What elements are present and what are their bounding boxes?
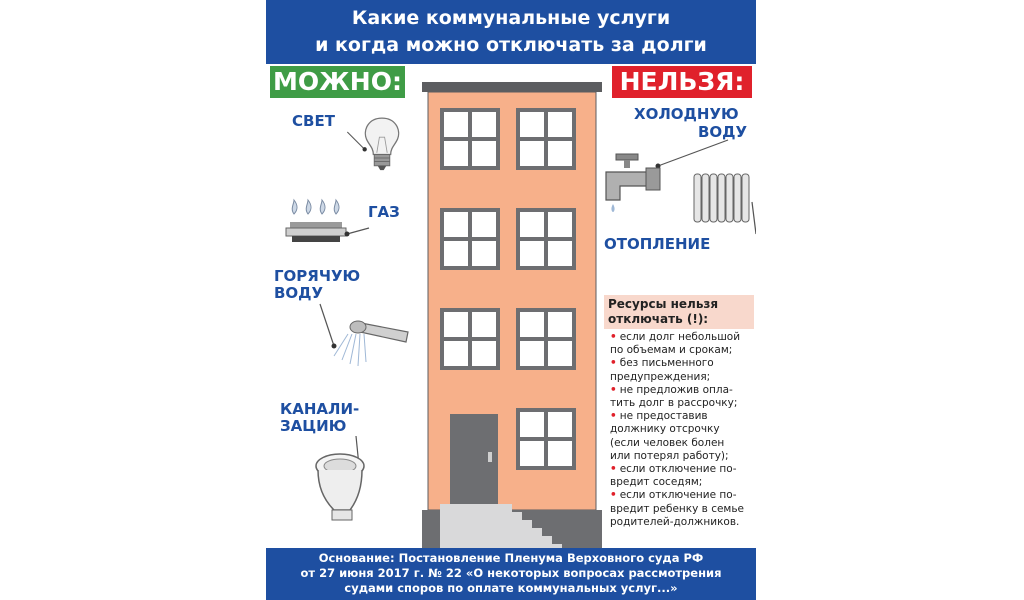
list-item: • если долг небольшой по объемам и срокам; bbox=[610, 331, 741, 357]
notes-title-line-2: отключать (!): bbox=[608, 312, 709, 326]
bullet-icon: • bbox=[610, 489, 617, 502]
shower-head-icon bbox=[312, 302, 412, 382]
poster-footer bbox=[266, 548, 756, 600]
list-item: • без письменного предупреждения; bbox=[610, 357, 714, 383]
notes-box bbox=[604, 295, 754, 550]
heating-label: ОТОПЛЕНИЕ bbox=[604, 235, 711, 253]
list-item: • если отключение по- вредит соседям; bbox=[610, 463, 737, 489]
list-item: • не предложив опла- тить долг в рассрочку; bbox=[610, 383, 738, 410]
infographic-poster bbox=[266, 0, 756, 600]
list-item: • не предоставив должнику отсрочку (если человек болен или потерял работу); bbox=[610, 410, 729, 462]
notes-list bbox=[604, 331, 754, 529]
bullet-icon: • bbox=[610, 410, 617, 423]
building-illustration bbox=[422, 82, 602, 552]
footer-line-2: от 27 июня 2017 г. № 22 «О некоторых вопросах рассмотрения bbox=[300, 566, 722, 580]
light-bulb-icon bbox=[356, 110, 408, 180]
notes-title bbox=[604, 295, 754, 329]
hot-water-label-line-1: ГОРЯЧУЮ bbox=[274, 267, 361, 285]
list-item: • если отключение по- вредит ребенку в семье родителей-должников. bbox=[610, 489, 744, 528]
notes-title-line-1: Ресурсы нельзя bbox=[608, 297, 719, 311]
can-badge: МОЖНО: bbox=[270, 66, 405, 98]
gas-label: ГАЗ bbox=[368, 203, 400, 221]
hot-water-label-line-2: ВОДУ bbox=[274, 284, 324, 302]
header-line-1: Какие коммунальные услуги bbox=[351, 7, 671, 29]
sewerage-label-line-2: ЗАЦИЮ bbox=[280, 417, 347, 435]
radiator-icon bbox=[694, 172, 756, 226]
bullet-icon: • bbox=[610, 463, 617, 476]
sewerage-label-line-1: КАНАЛИ- bbox=[280, 400, 360, 418]
footer-line-1: Основание: Постановление Пленума Верховного суда РФ bbox=[318, 551, 704, 565]
bullet-icon: • bbox=[610, 383, 617, 396]
footer-line-3: судами споров по оплате коммунальных услуг...» bbox=[344, 581, 678, 595]
bullet-icon: • bbox=[610, 331, 617, 343]
bullet-icon: • bbox=[610, 357, 617, 370]
toilet-icon bbox=[310, 432, 410, 532]
cold-water-label-line-1: ХОЛОДНУЮ bbox=[634, 105, 739, 123]
gas-pointer bbox=[341, 226, 371, 238]
cold-water-label-line-2: ВОДУ bbox=[698, 123, 748, 141]
header-line-2: и когда можно отключать за долги bbox=[315, 34, 707, 56]
poster-header bbox=[266, 0, 756, 64]
cannot-badge: НЕЛЬЗЯ: bbox=[612, 66, 752, 98]
light-label: СВЕТ bbox=[292, 112, 335, 130]
